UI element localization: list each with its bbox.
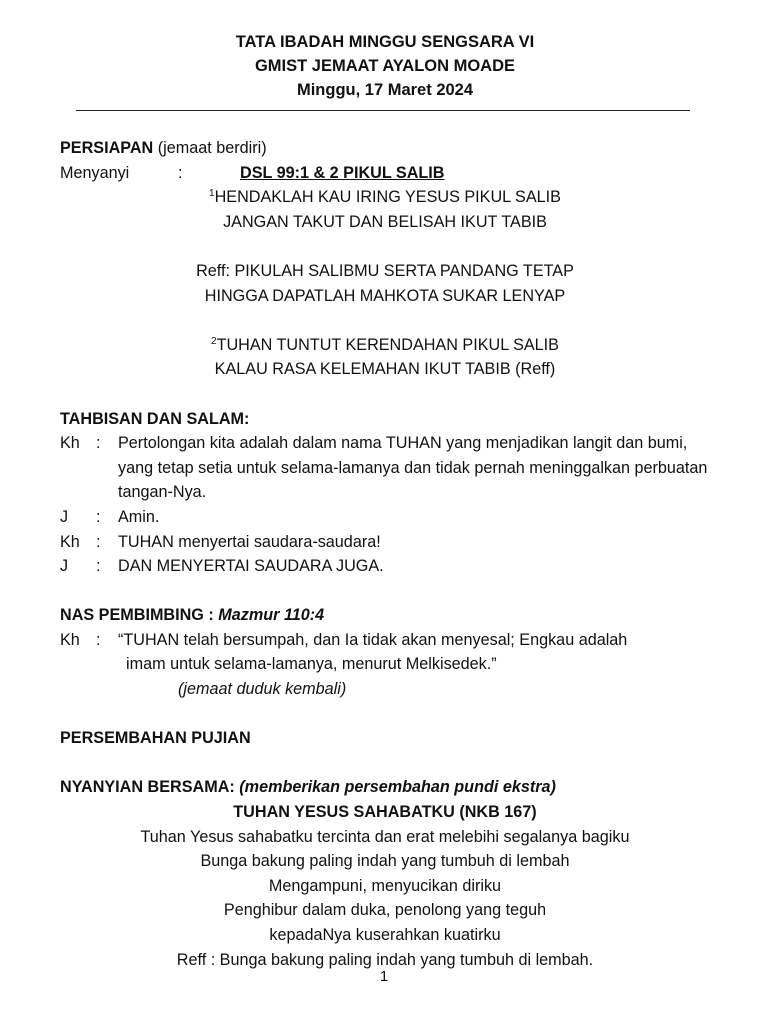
reff-line1: Reff: PIKULAH SALIBMU SERTA PANDANG TETAP <box>196 261 574 280</box>
verse2-line2: KALAU RASA KELEMAHAN IKUT TABIB (Reff) <box>214 360 556 379</box>
persiapan-heading <box>60 136 710 161</box>
nyanyian-title: NYANYIAN BERSAMA: <box>60 778 240 797</box>
persiapan-lyrics <box>60 185 710 382</box>
dialog-row: J : Amin. <box>60 505 710 530</box>
verse1-line1: $^1$HENDAKLAH KAU IRING YESUS PIKUL SALIB <box>209 188 561 207</box>
persiapan-song-row <box>60 161 710 186</box>
dialog-text: DAN MENYERTAI SAUDARA JUGA. <box>118 557 384 576</box>
nyanyian-heading <box>60 775 710 800</box>
persiapan-song-title: DSL 99:1 & 2 PIKUL SALIB <box>240 163 445 182</box>
reff-line2: HINGGA DAPATLAH MAHKOTA SUKAR LENYAP <box>204 286 566 305</box>
menyanyi-label: Menyanyi <box>60 163 130 182</box>
header-title: TATA IBADAH MINGGU SENGSARA VI <box>235 33 535 51</box>
verse2-line1: $^2$TUHAN TUNTUT KERENDAHAN PIKUL SALIB <box>211 335 559 354</box>
dialog-text: Amin. <box>118 507 160 526</box>
tahbisan-title: TAHBISAN DAN SALAM: <box>60 409 250 428</box>
speaker: Kh <box>60 434 80 453</box>
nas-reference: Mazmur 110:4 <box>218 606 325 625</box>
verse2-number: 2 <box>211 335 217 347</box>
header-congregation: GMIST JEMAAT AYALON MOADE <box>254 57 516 75</box>
persiapan-note: (jemaat berdiri) <box>157 139 267 157</box>
dialog-row: J : DAN MENYERTAI SAUDARA JUGA. <box>60 554 710 579</box>
dialog-row: Kh : Pertolongan kita adalah dalam nama TUHAN yang menjadikan langit dan bumi, yang tetap setia untuk selama-lamanya dan tidak pernah meninggalkan perbuatan tangan-Nya. <box>60 431 710 505</box>
document-header <box>60 30 710 102</box>
nas-note: (jemaat duduk kembali) <box>178 680 347 699</box>
nas-heading <box>60 603 710 628</box>
header-date: Minggu, 17 Maret 2024 <box>296 81 474 99</box>
speaker: J <box>60 557 69 576</box>
dialog-text: Pertolongan kita adalah dalam nama TUHAN yang menjadikan langit dan bumi, yang tetap setia untuk selama-lamanya dan tidak pernah meninggalkan perbuatan tangan-Nya. <box>118 434 708 502</box>
persembahan-title: PERSEMBAHAN PUJIAN <box>60 729 251 748</box>
document-page <box>60 30 710 972</box>
dialog-row: Kh : TUHAN menyertai saudara-saudara! <box>60 530 710 555</box>
nyanyian-lyrics <box>60 825 710 973</box>
persiapan-title: PERSIAPAN <box>60 139 154 157</box>
nas-text-line1: “TUHAN telah bersumpah, dan Ia tidak akan menyesal; Engkau adalah <box>118 630 628 649</box>
speaker: Kh <box>60 630 80 649</box>
lyric-line: Mengampuni, menyucikan diriku <box>268 876 502 895</box>
menyanyi-colon: : <box>178 163 183 182</box>
dialog-text: TUHAN menyertai saudara-saudara! <box>118 532 381 551</box>
nas-text-line2: imam untuk selama-lamanya, menurut Melkisedek.” <box>126 655 497 674</box>
verse1-line2: JANGAN TAKUT DAN BELISAH IKUT TABIB <box>223 212 547 231</box>
lyric-line: Bunga bakung paling indah yang tumbuh di lembah <box>200 852 570 871</box>
speaker: Kh <box>60 532 80 551</box>
nyanyian-note: (memberikan persembahan pundi ekstra) <box>239 778 556 797</box>
lyric-line: kepadaNya kuserahkan kuatirku <box>269 926 501 944</box>
lyric-line: Tuhan Yesus sahabatku tercinta dan erat melebihi segalanya bagiku <box>140 827 630 846</box>
nyanyian-song-title: TUHAN YESUS SAHABATKU (NKB 167) <box>233 803 537 822</box>
speaker: J <box>60 507 69 526</box>
header-divider <box>76 110 690 111</box>
nas-title: NAS PEMBIMBING : <box>60 606 219 625</box>
page-number: 1 <box>379 968 389 985</box>
lyric-line: Penghibur dalam duka, penolong yang teguh <box>223 901 547 920</box>
nas-row: Kh : “TUHAN telah bersumpah, dan Ia tidak akan menyesal; Engkau adalah <box>60 628 710 653</box>
verse1-number: 1 <box>209 188 215 200</box>
lyric-line: Reff : Bunga bakung paling indah yang tumbuh di lembah. <box>176 950 594 969</box>
